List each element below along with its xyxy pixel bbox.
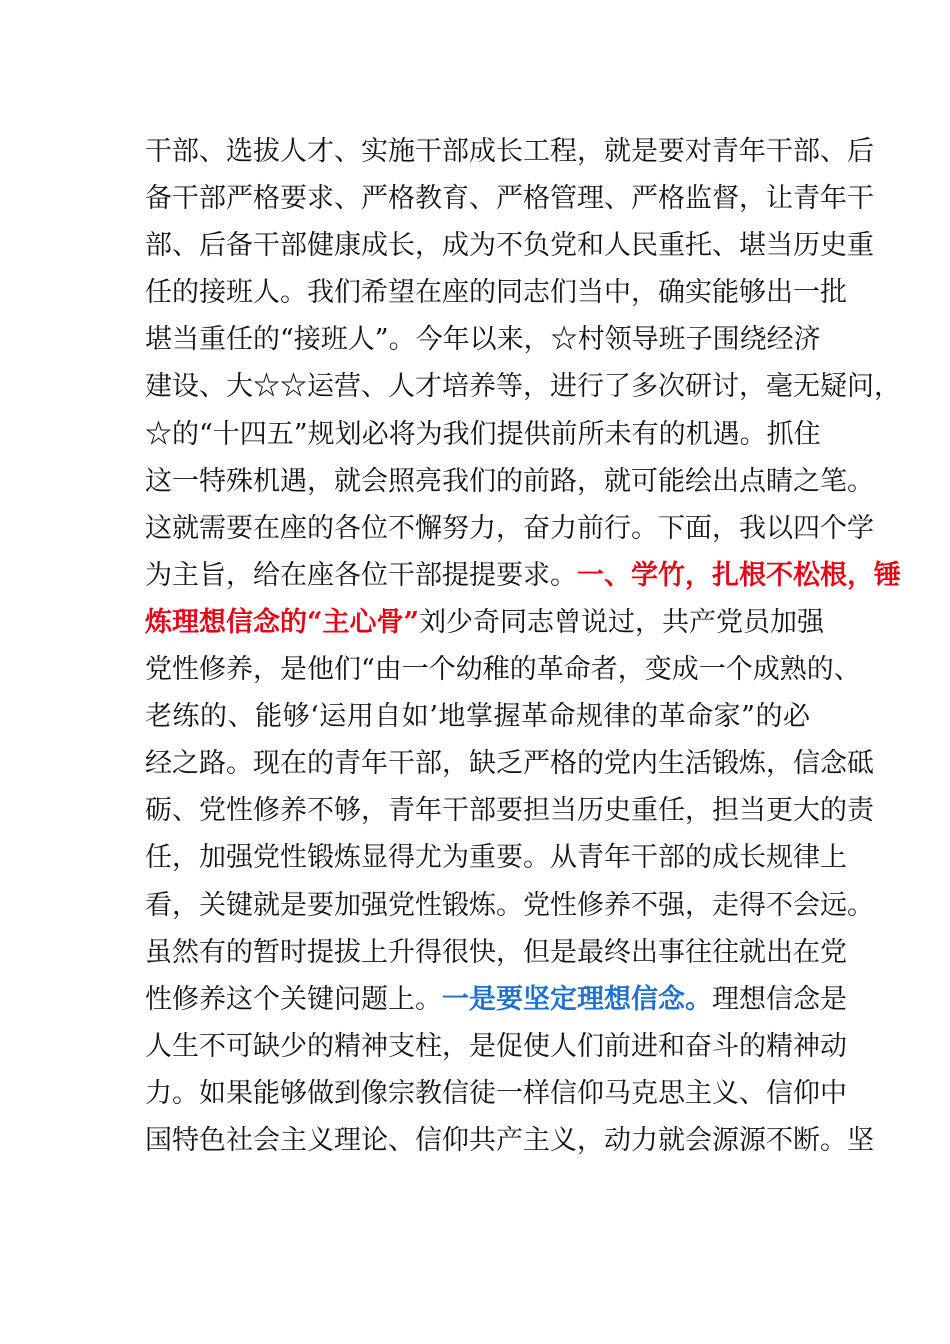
text-line xyxy=(145,1117,874,1164)
text-line xyxy=(145,1070,847,1117)
text-line xyxy=(145,787,874,834)
text-segment: 力。如果能够做到像宗教信徒一样信仰马克思主义、信仰中 xyxy=(145,1077,847,1109)
text-line xyxy=(145,1023,847,1070)
text-line xyxy=(145,411,821,458)
text-line xyxy=(145,269,847,316)
text-segment: 党性修养，是他们“由一个幼稚的革命者，变成一个成熟的、 xyxy=(145,654,861,686)
text-segment: 经之路。现在的青年干部，缺乏严格的党内生活锻炼，信念砥 xyxy=(145,748,874,780)
text-line xyxy=(145,552,901,599)
text-segment: 看，关键就是要加强党性锻炼。党性修养不强，走得不会远。 xyxy=(145,889,874,921)
text-segment: 性修养这个关键问题上。 xyxy=(145,983,442,1015)
text-line xyxy=(145,505,874,552)
text-line xyxy=(145,128,874,175)
text-line xyxy=(145,458,874,505)
text-segment: 国特色社会主义理论、信仰共产主义，动力就会源源不断。坚 xyxy=(145,1124,874,1156)
text-segment: 任，加强党性锻炼显得尤为重要。从青年干部的成长规律上 xyxy=(145,842,847,874)
subheading-blue: 一是要坚定理想信念。 xyxy=(442,983,712,1015)
text-segment: 这一特殊机遇，就会照亮我们的前路，就可能绘出点睛之笔。 xyxy=(145,465,874,497)
text-segment: 备干部严格要求、严格教育、严格管理、严格监督，让青年干 xyxy=(145,183,874,215)
text-segment: 为主旨，给在座各位干部提提要求。 xyxy=(145,559,577,591)
text-segment: 虽然有的暂时提拔上升得很快，但是最终出事往往就出在党 xyxy=(145,936,847,968)
text-line xyxy=(145,175,874,222)
text-segment: 老练的、能够‘运用自如’地掌握革命规律的革命家”的必 xyxy=(145,701,810,733)
text-line xyxy=(145,316,821,363)
body-text xyxy=(145,128,901,1164)
text-segment: 砺、党性修养不够，青年干部要担当历史重任，担当更大的责 xyxy=(145,795,874,827)
text-segment: ☆的“十四五”规划必将为我们提供前所未有的机遇。抓住 xyxy=(145,418,821,450)
text-line xyxy=(145,363,901,410)
text-segment: 干部、选拔人才、实施干部成长工程，就是要对青年干部、后 xyxy=(145,136,874,167)
text-line xyxy=(145,693,810,740)
text-segment: 堪当重任的“接班人”。今年以来，☆村领导班子围绕经济 xyxy=(145,324,821,356)
text-line xyxy=(145,882,874,929)
text-segment: 理想信念是 xyxy=(712,983,847,1015)
text-line xyxy=(145,646,861,693)
text-line xyxy=(145,599,825,646)
text-segment: 任的接班人。我们希望在座的同志们当中，确实能够出一批 xyxy=(145,277,847,309)
text-line xyxy=(145,740,874,787)
text-segment: 部、后备干部健康成长，成为不负党和人民重托、堪当历史重 xyxy=(145,230,874,262)
text-line xyxy=(145,929,847,976)
text-line xyxy=(145,222,874,269)
section-heading-red: 炼理想信念的“主心骨” xyxy=(145,606,420,638)
text-line xyxy=(145,976,847,1023)
text-segment: 建设、大☆☆运营、人才培养等，进行了多次研讨，毫无疑问， xyxy=(145,371,901,403)
text-segment: 刘少奇同志曾说过，共产党员加强 xyxy=(419,606,825,638)
section-heading-red: 一、学竹，扎根不松根，锤 xyxy=(577,559,901,591)
text-segment: 人生不可缺少的精神支柱，是促使人们前进和奋斗的精神动 xyxy=(145,1030,847,1062)
text-line xyxy=(145,834,847,881)
text-segment: 这就需要在座的各位不懈努力，奋力前行。下面，我以四个学 xyxy=(145,512,874,544)
